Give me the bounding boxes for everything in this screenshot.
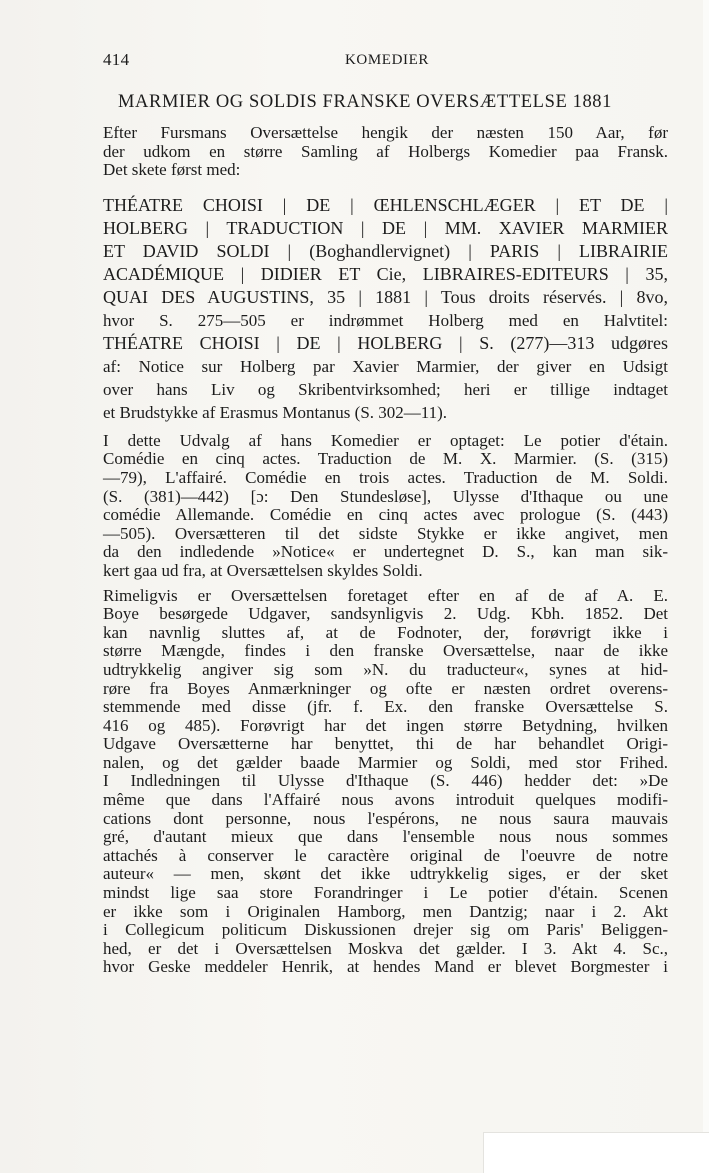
text-line: hvor Geske meddeler Henrik, at hendes Mand er blevet Borgmester i <box>103 957 668 977</box>
text-line: af: Notice sur Holberg par Xavier Marmier, der giver en Udsigt <box>103 356 668 376</box>
text-line: ACADÉMIQUE | DIDIER ET Cie, LIBRAIRES-EDITEURS | 35, <box>103 263 668 284</box>
text-line: i Collegicum politicum Diskussionen drejer sig om Paris' Beliggen- <box>103 920 668 940</box>
text-line: der udkom en større Samling af Holbergs Komedier paa Fransk. <box>103 141 668 161</box>
text-line: nalen, og det gælder baade Marmier og Soldi, med stor Frihed. <box>103 752 668 772</box>
text-line: QUAI DES AUGUSTINS, 35 | 1881 | Tous droits réservés. | 8vo, <box>103 286 668 307</box>
text-line: hvor S. 275—505 er indrømmet Holberg med en Halvtitel: <box>103 310 668 330</box>
paragraph-contents <box>103 432 668 581</box>
text-line: THÉATRE CHOISI | DE | HOLBERG | S. (277)—313 udgøres <box>103 332 668 353</box>
text-line: Det skete først med: <box>103 160 241 180</box>
text-line: I Indledningen til Ulysse d'Ithaque (S. 446) hedder det: »De <box>103 771 668 791</box>
text-line: kert gaa ud fra, at Oversættelsen skyldes Soldi. <box>103 560 423 580</box>
paragraph-analysis <box>103 587 668 977</box>
text-line: —505). Oversætteren til det sidste Stykke er ikke angivet, men <box>103 523 668 543</box>
running-head: KOMEDIER <box>345 52 429 68</box>
text-line: kan navnlig sluttes af, at de Fodnoter, der, forøvrigt ikke i <box>103 622 668 642</box>
text-line: hed, er det i Oversættelsen Moskva det gælder. I 3. Akt 4. Sc., <box>103 938 668 958</box>
text-line: stemmende med disse (jfr. f. Ex. den franske Oversættelse S. <box>103 697 668 717</box>
text-line: Rimeligvis er Oversættelsen foretaget efter en af de af A. E. <box>103 585 668 605</box>
text-line: THÉATRE CHOISI | DE | ŒHLENSCHLÆGER | ET DE | <box>103 194 668 215</box>
text-line: Udgave Oversætterne har benyttet, thi de har behandlet Origi- <box>103 734 668 754</box>
text-line: HOLBERG | TRADUCTION | DE | MM. XAVIER MARMIER <box>103 217 668 238</box>
text-line: même que dans l'Affairé nous avons introduit quelques modifi- <box>103 790 668 810</box>
text-line: er ikke som i Originalen Hamborg, men Dantzig; naar i 2. Akt <box>103 901 668 921</box>
paragraph-intro <box>103 124 668 180</box>
scan-margin <box>703 0 709 1173</box>
text-line: Comédie en cinq actes. Traduction de M. X. Marmier. (S. (315) <box>103 449 668 469</box>
text-line: attachés à conserver le caractère original de l'oeuvre de notre <box>103 845 668 865</box>
text-line: auteur« — men, skønt det ikke udtrykkelig siges, er der sket <box>103 864 668 884</box>
text-line: røre fra Boyes Anmærkninger og ofte er næsten ordret overens- <box>103 678 668 698</box>
body-text <box>103 124 668 983</box>
text-line: —79), L'affairé. Comédie en trois actes. Traduction de M. Soldi. <box>103 467 668 487</box>
scan-corner <box>483 1132 709 1173</box>
text-line: I dette Udvalg af hans Komedier er optaget: Le potier d'étain. <box>103 430 668 450</box>
page-header <box>103 50 668 74</box>
text-line: gré, d'autant mieux que dans l'ensemble nous nous sommes <box>103 827 668 847</box>
text-line: 416 og 485). Forøvrigt har det ingen større Betydning, hvilken <box>103 715 668 735</box>
section-heading: MARMIER OG SOLDIS FRANSKE OVERSÆTTELSE 1881 <box>118 92 612 112</box>
text-line: Efter Fursmans Oversættelse hengik der næsten 150 Aar, før <box>103 123 668 142</box>
text-line: mindst lige saa store Forandringer i Le potier d'étain. Scenen <box>103 883 668 903</box>
text-line: (S. (381)—442) [ɔ: Den Stundesløse], Ulysse d'Ithaque ou une <box>103 486 668 506</box>
text-line: da den indledende »Notice« er undertegnet D. S., kan man sik- <box>103 542 668 562</box>
paragraph-bibliographic-title <box>103 194 668 424</box>
text-line: comédie Allemande. Comédie en cinq actes avec prologue (S. (443) <box>103 505 668 525</box>
text-line: over hans Liv og Skribentvirksomhed; heri er tillige indtaget <box>103 379 668 399</box>
text-line: et Brudstykke af Erasmus Montanus (S. 302—11). <box>103 402 448 422</box>
page-number: 414 <box>103 50 130 69</box>
text-line: cations dont personne, nous l'espérons, ne nous saura mauvais <box>103 808 668 828</box>
text-line: udtrykkelig angiver sig som »N. du traducteur«, synes at hid- <box>103 659 668 679</box>
text-line: større Mængde, findes i den franske Oversættelse, naar de ikke <box>103 641 668 661</box>
text-line: ET DAVID SOLDI | (Boghandlervignet) | PARIS | LIBRAIRIE <box>103 240 668 261</box>
text-line: Boye besørgede Udgaver, sandsynligvis 2. Udg. Kbh. 1852. Det <box>103 604 668 624</box>
